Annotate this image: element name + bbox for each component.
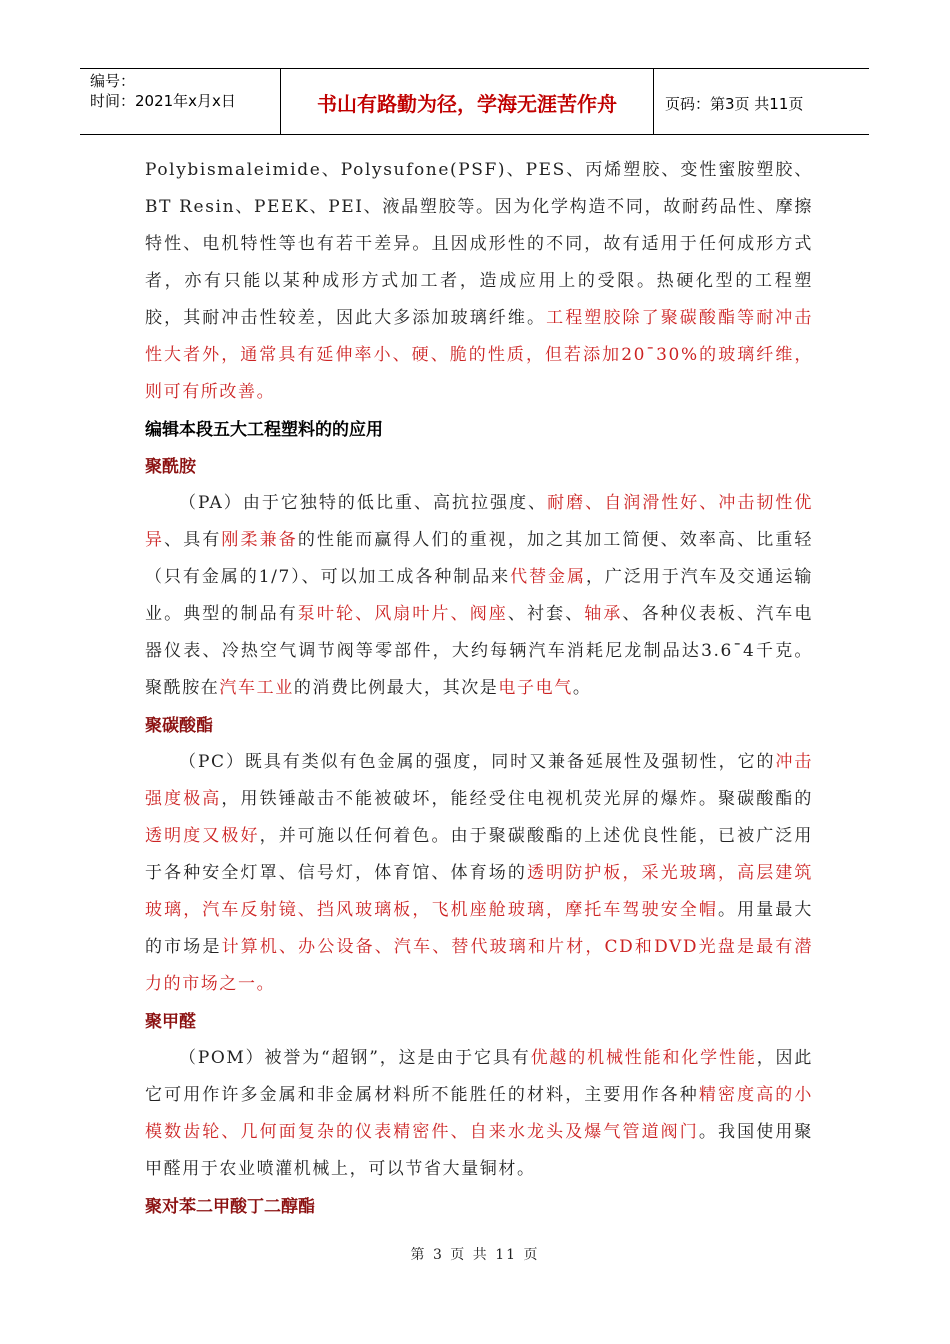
header-page-info: 页码：第3页 共11页 <box>665 95 804 113</box>
pa-text-2: 、具有 <box>164 530 222 550</box>
pc-highlight-3: 透明防护板，采光玻璃，高层建筑玻璃，汽车反射镜、挡风玻璃板，飞机座舱玻璃，摩托车驾驶安全帽 <box>145 863 813 920</box>
pa-text-7: 的消费比例最大，其次是 <box>293 678 499 698</box>
section-title: 编辑本段五大工程塑料的的应用 <box>145 420 383 440</box>
pc-text-1: （PC）既具有类似有色金属的强度，同时又兼备延展性及强韧性，它的 <box>179 752 776 772</box>
pom-highlight-2: 精密度高的小模数齿轮、几何面复杂的仪表精密件、自来水龙头及爆气管道阀门 <box>145 1085 813 1142</box>
pa-text-3: 的性能而赢得人们的重视，加之其加工简便、效率高、比重轻（只有金属的1/7）、可以加工成各种制品来 <box>145 530 814 587</box>
pom-text-2: ，因此它可用作许多金属和非金属材料所不能胜任的材料，主要用作各种 <box>145 1048 813 1105</box>
intro-paragraph <box>145 152 813 411</box>
pom-heading: 聚甲醛 <box>145 1012 196 1032</box>
document-body <box>145 152 813 1225</box>
pom-text-3: 。我国使用聚甲醛用于农业喷灌机械上，可以节省大量铜材。 <box>145 1122 813 1179</box>
pa-highlight-1: 耐磨、自润滑性好、冲击韧性优异 <box>145 493 813 550</box>
pom-paragraph <box>145 1040 813 1188</box>
pc-heading: 聚碳酸酯 <box>145 716 213 736</box>
pa-highlight-4: 泵叶轮、风扇叶片、阀座 <box>297 604 508 624</box>
pa-highlight-5: 轴承 <box>584 604 623 624</box>
pc-highlight-4: 计算机、办公设备、汽车、替代玻璃和片材，CD和DVD光盘是最有潜力的市场之一。 <box>145 937 813 994</box>
pa-paragraph <box>145 485 813 707</box>
pa-highlight-6: 汽车工业 <box>219 678 294 698</box>
pa-heading: 聚酰胺 <box>145 457 196 477</box>
pa-text-6: 、各种仪表板、汽车电器仪表、冷热空气调节阀等零部件，大约每辆汽车消耗尼龙制品达3.6¯4千克。聚酰胺在 <box>145 604 813 698</box>
pa-text-8: 。 <box>572 678 592 698</box>
document-number-label: 编号： <box>90 72 136 90</box>
pa-highlight-2: 刚柔兼备 <box>221 530 298 550</box>
header-divider-right <box>653 69 654 135</box>
pa-highlight-7: 电子电气 <box>498 678 573 698</box>
document-date: 时间：2021年x月x日 <box>90 92 236 110</box>
pc-highlight-1: 冲击强度极高 <box>145 752 813 809</box>
pc-paragraph <box>145 744 813 1003</box>
pc-text-2: ，用铁锤敲击不能被破坏，能经受住电视机荧光屏的爆炸。聚碳酸酯的 <box>221 789 813 809</box>
header-motto: 书山有路勤为径，学海无涯苦作舟 <box>317 92 617 116</box>
pc-highlight-2: 透明度又极好 <box>145 826 260 846</box>
intro-text: Polybismaleimide、Polysufone(PSF)、PES、丙烯塑胶、变性蜜胺塑胶、BT Resin、PEEK、PEI、液晶塑胶等。因为化学构造不同，故耐药品性、摩擦特性、电机特性等也有若干差异。且因成形性的不同，故有适用于任何成形方式者，亦有只能以某种成形方式加工者，造成应用上的受限。热硬化型的工程塑胶，其耐冲击性较差，因此大多添加玻璃纤维。 <box>145 160 813 328</box>
pa-text-4: ，广泛用于汽车及交通运输业。典型的制品有 <box>145 567 813 624</box>
pbt-heading: 聚对苯二甲酸丁二醇酯 <box>145 1197 315 1217</box>
pom-highlight-1: 优越的机械性能和化学性能 <box>530 1048 757 1068</box>
pa-highlight-3: 代替金属 <box>510 567 586 587</box>
pa-text-1: （PA）由于它独特的低比重、高抗拉强度、 <box>179 493 548 513</box>
page-header <box>80 68 869 135</box>
intro-highlight: 工程塑胶除了聚碳酸酯等耐冲击性大者外，通常具有延伸率小、硬、脆的性质，但若添加20¯30%的玻璃纤维，则可有所改善。 <box>145 308 813 402</box>
header-meta <box>90 71 236 111</box>
pom-text-1: （POM）被誉为“超钢”，这是由于它具有 <box>179 1048 531 1068</box>
pc-text-4: 。用量最大的市场是 <box>145 900 813 957</box>
pc-text-3: ，并可施以任何着色。由于聚碳酸酯的上述优良性能，已被广泛用于各种安全灯罩、信号灯，体育馆、体育场的 <box>145 826 813 883</box>
pa-text-5: 、衬套、 <box>507 604 585 624</box>
page-footer: 第 3 页 共 11 页 <box>410 1247 540 1263</box>
